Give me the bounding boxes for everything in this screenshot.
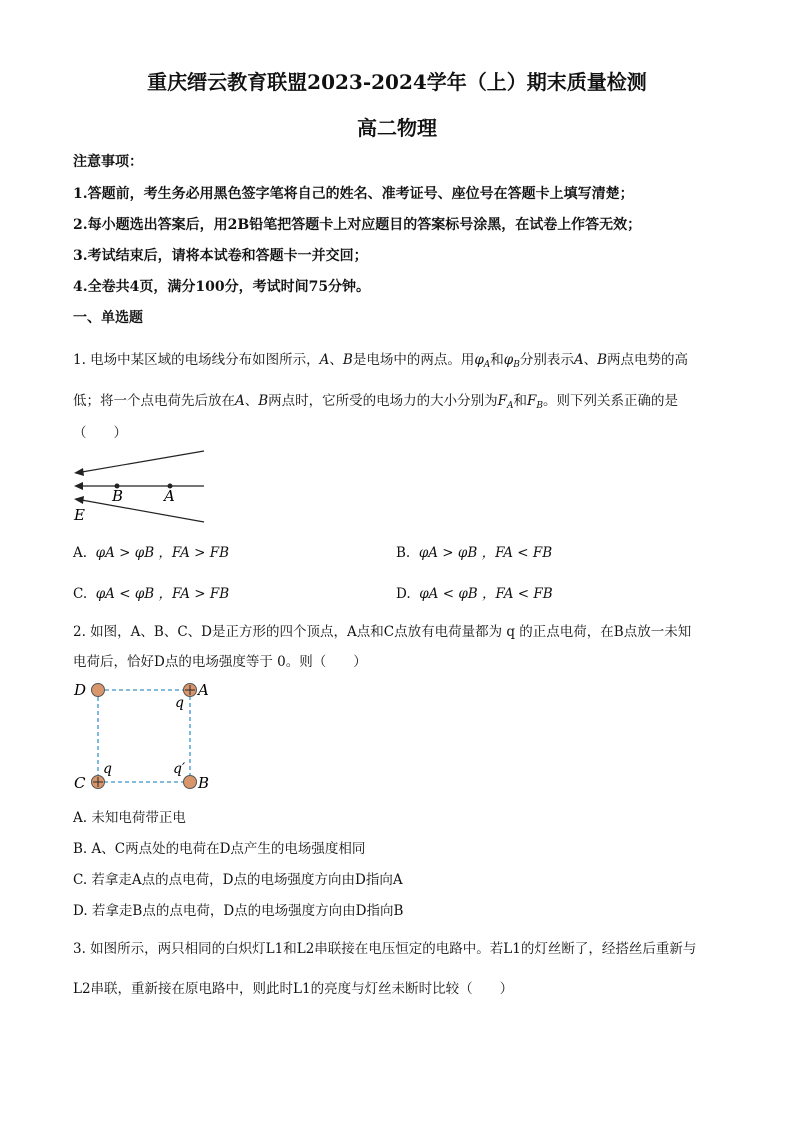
note-item-4: 4.全卷共4页，满分100分，考试时间75分钟。 xyxy=(73,279,371,295)
q1-option-b[interactable]: B. φA > φB ，FA < FB xyxy=(396,545,553,561)
field-line-top xyxy=(76,451,204,473)
label-b2: B xyxy=(198,774,210,792)
note-item-1: 1.答题前，考生务必用黑色签字笔将自己的姓名、准考证号、座位号在答题卡上填写清楚； xyxy=(73,186,634,202)
arrow-middle xyxy=(74,482,83,490)
q1-option-d[interactable]: D. φA < φB ，FA < FB xyxy=(396,586,553,602)
q3-line2: L2串联，重新接在原电路中，则此时L1的亮度与灯丝未断时比较（ ） xyxy=(73,981,514,997)
q2-square-figure xyxy=(70,676,220,794)
exam-subject: 高二物理 xyxy=(357,116,437,140)
label-q-a: q xyxy=(175,695,184,711)
label-a2: A xyxy=(198,681,209,699)
label-d: D xyxy=(74,681,87,699)
arrow-bottom xyxy=(74,496,84,504)
q1-field-figure xyxy=(66,446,211,526)
label-e: E xyxy=(74,506,85,524)
q1-option-c[interactable]: C. φA < φB ，FA > FB xyxy=(73,586,230,602)
q2-option-d[interactable]: D. 若拿走B点的点电荷，D点的电场强度方向由D指向B xyxy=(73,903,404,919)
q1-option-a[interactable]: A. φA > φB ，FA > FB xyxy=(73,545,230,561)
q2-option-c[interactable]: C. 若拿走A点的点电荷，D点的电场强度方向由D指向A xyxy=(73,872,403,888)
label-a: A xyxy=(164,487,175,505)
notes-heading: 注意事项： xyxy=(73,154,143,170)
field-line-bottom xyxy=(76,499,204,522)
q2-option-a[interactable]: A. 未知电荷带正电 xyxy=(73,810,186,826)
note-item-3: 3.考试结束后，请将本试卷和答题卡一并交回； xyxy=(73,248,368,264)
charge-b xyxy=(184,776,197,789)
exam-title: 重庆缙云教育联盟2023-2024学年（上）期末质量检测 xyxy=(147,70,647,94)
q2-line1: 2. 如图，A、B、C、D是正方形的四个顶点，A点和C点放有电荷量都为 q 的正点电荷，在B点放一未知 xyxy=(73,624,692,640)
q2-line2: 电荷后，恰好D点的电场强度等于 0。则（ ） xyxy=(73,654,367,670)
q2-option-b[interactable]: B. A、C两点处的电荷在D点产生的电场强度相同 xyxy=(73,841,366,857)
section-title: 一、单选题 xyxy=(73,310,143,326)
label-q-c: q xyxy=(103,761,112,777)
label-c: C xyxy=(74,774,86,792)
charge-d xyxy=(92,684,105,697)
q1-line2: 低；将一个点电荷先后放在A、B两点时，它所受的电场力的大小分别为$F_A$和$F_B$。则下列关系正确的是 xyxy=(73,393,679,411)
arrow-top xyxy=(74,468,84,476)
q1-answer-paren: （ ） xyxy=(73,425,127,441)
label-q-prime: q′ xyxy=(173,761,186,777)
q3-line1: 3. 如图所示，两只相同的白炽灯L1和L2串联接在电压恒定的电路中。若L1的灯丝断了，经搭丝后重新与 xyxy=(73,941,697,957)
note-item-2: 2.每小题选出答案后，用2B铅笔把答题卡上对应题目的答案标号涂黑，在试卷上作答无效； xyxy=(73,217,642,233)
q1-line1: 1. 电场中某区域的电场线分布如图所示，A、B是电场中的两点。用$\varphi_A$和$\varphi_B$分别表示A、B两点电势的高 xyxy=(73,352,689,370)
label-b: B xyxy=(112,487,124,505)
